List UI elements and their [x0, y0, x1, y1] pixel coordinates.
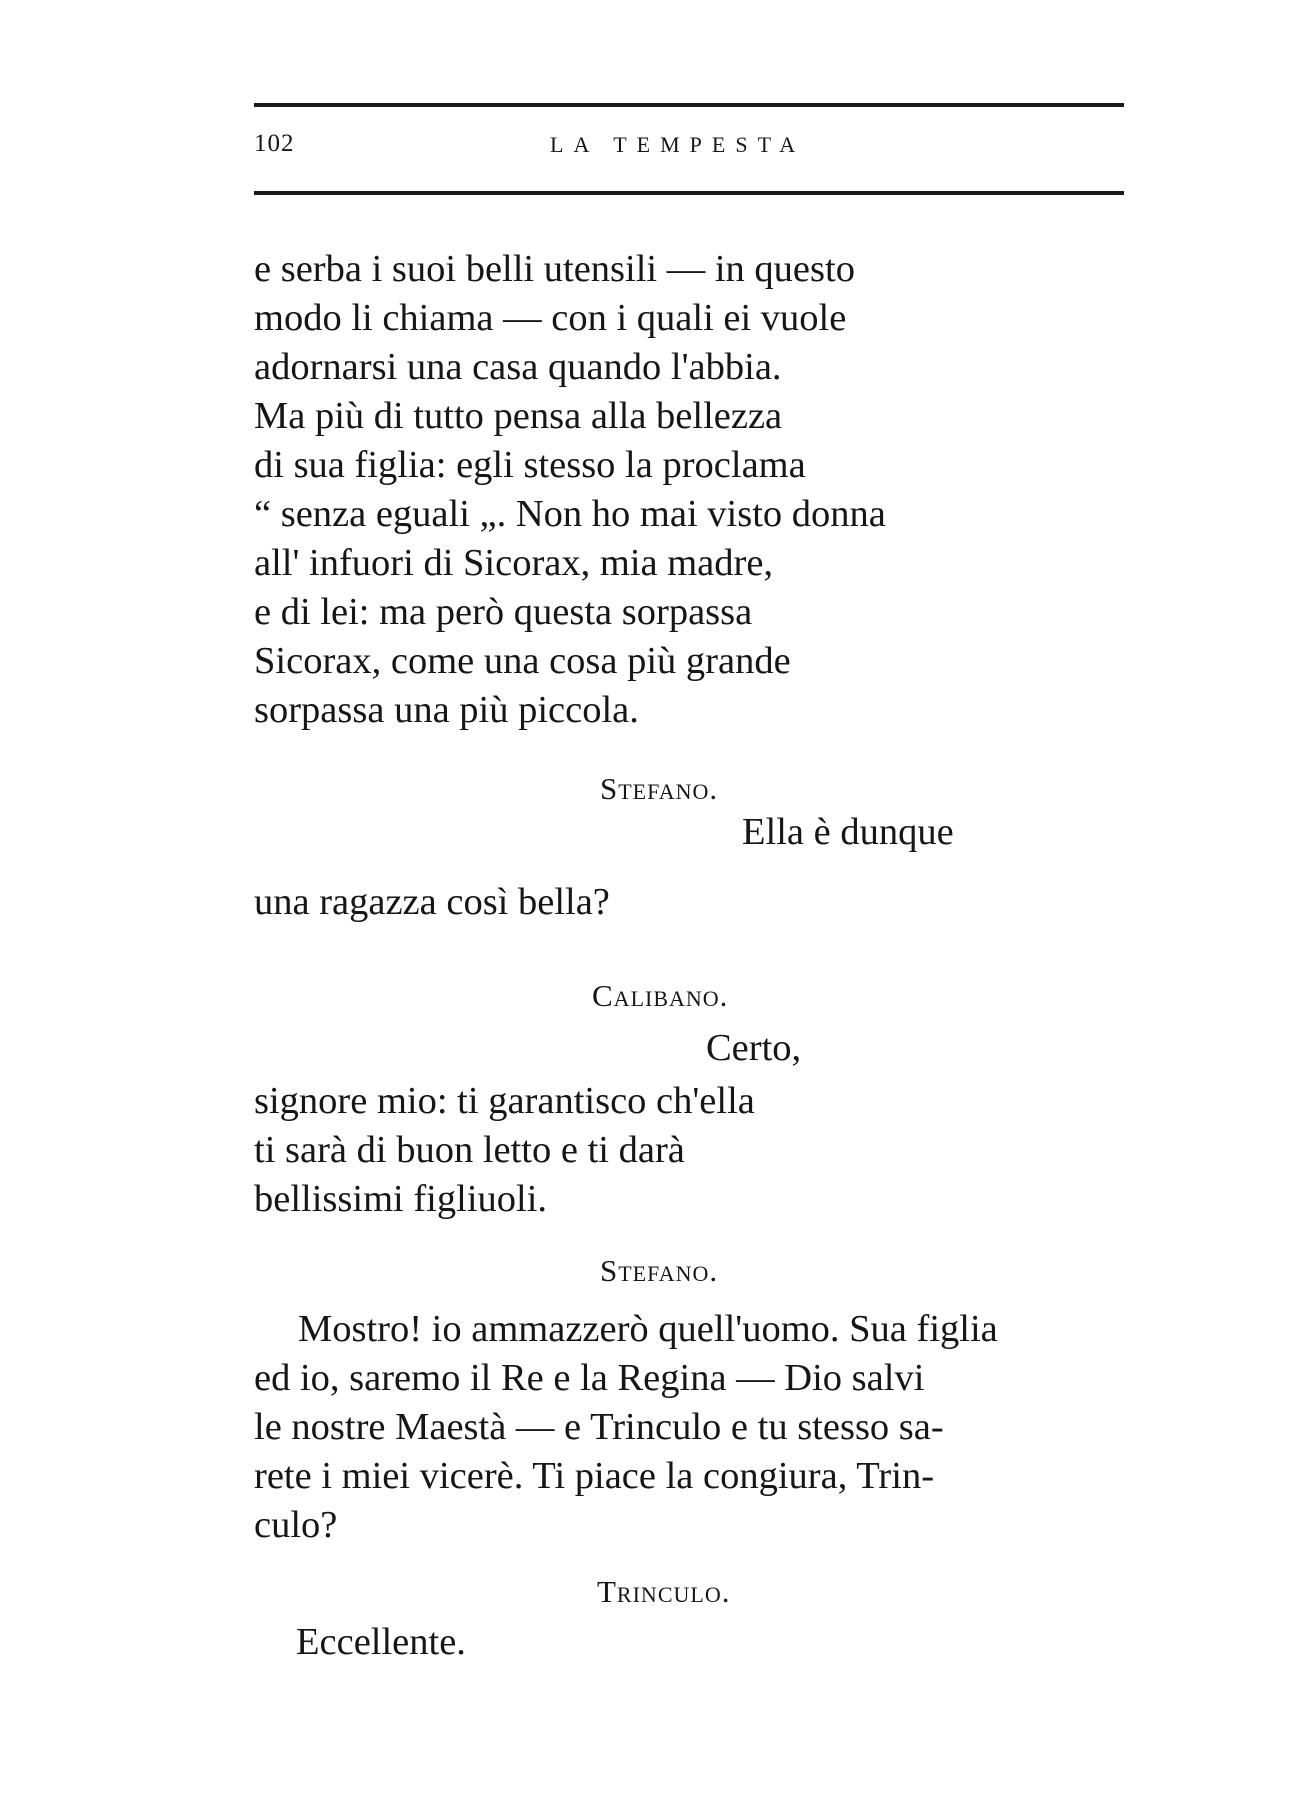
prose-line: ed io, saremo il Re e la Regina — Dio salvi: [254, 1357, 925, 1399]
verse-line: e di lei: ma però questa sorpassa: [254, 591, 753, 633]
stefano-prose-speech: [254, 1305, 1134, 1550]
running-head: [254, 130, 1124, 170]
verse-line: ti sarà di buon letto e ti darà: [254, 1129, 685, 1171]
prose-line: le nostre Maestà — e Trinculo e tu stesso sa-: [254, 1406, 944, 1448]
running-title: LA TEMPESTA: [550, 132, 806, 157]
prose-line: Eccellente.: [296, 1621, 466, 1663]
verse-line: all' infuori di Sicorax, mia madre,: [254, 542, 774, 584]
speaker-stefano: Stefano.: [600, 1253, 719, 1288]
verse-line: Certo,: [706, 1027, 802, 1069]
prose-line: rete i miei vicerè. Ti piace la congiura, Trin-: [254, 1455, 935, 1497]
speaker-stefano: Stefano.: [600, 771, 719, 806]
verse-line: “ senza eguali „. Non ho mai visto donna: [254, 493, 886, 535]
prose-line: Mostro! io ammazzerò quell'uomo. Sua figlia: [298, 1308, 998, 1350]
header-bottom-rule: [254, 191, 1124, 195]
verse-line: Ella è dunque: [742, 811, 954, 853]
verse-line: adornarsi una casa quando l'abbia.: [254, 346, 782, 388]
page-number: 102: [254, 130, 295, 157]
calibano-speech: [254, 1077, 1134, 1224]
verse-line: sorpassa una più piccola.: [254, 689, 639, 731]
verse-line: signore mio: ti garantisco ch'ella: [254, 1080, 755, 1122]
verse-line: Ma più di tutto pensa alla bellezza: [254, 395, 783, 437]
verse-line: di sua figlia: egli stesso la proclama: [254, 444, 806, 486]
calibano-speech-continued: [254, 245, 1134, 735]
verse-line: bellissimi figliuoli.: [254, 1178, 548, 1220]
speaker-calibano: Calibano.: [592, 978, 729, 1013]
verse-line: modo li chiama — con i quali ei vuole: [254, 297, 847, 339]
verse-line: Sicorax, come una cosa più grande: [254, 640, 791, 682]
verse-line: e serba i suoi belli utensili — in questo: [254, 248, 855, 290]
verse-line: una ragazza così bella?: [254, 881, 610, 923]
prose-line: culo?: [254, 1504, 338, 1546]
header-top-rule: [254, 103, 1124, 107]
speaker-trinculo: Trinculo.: [597, 1574, 731, 1609]
